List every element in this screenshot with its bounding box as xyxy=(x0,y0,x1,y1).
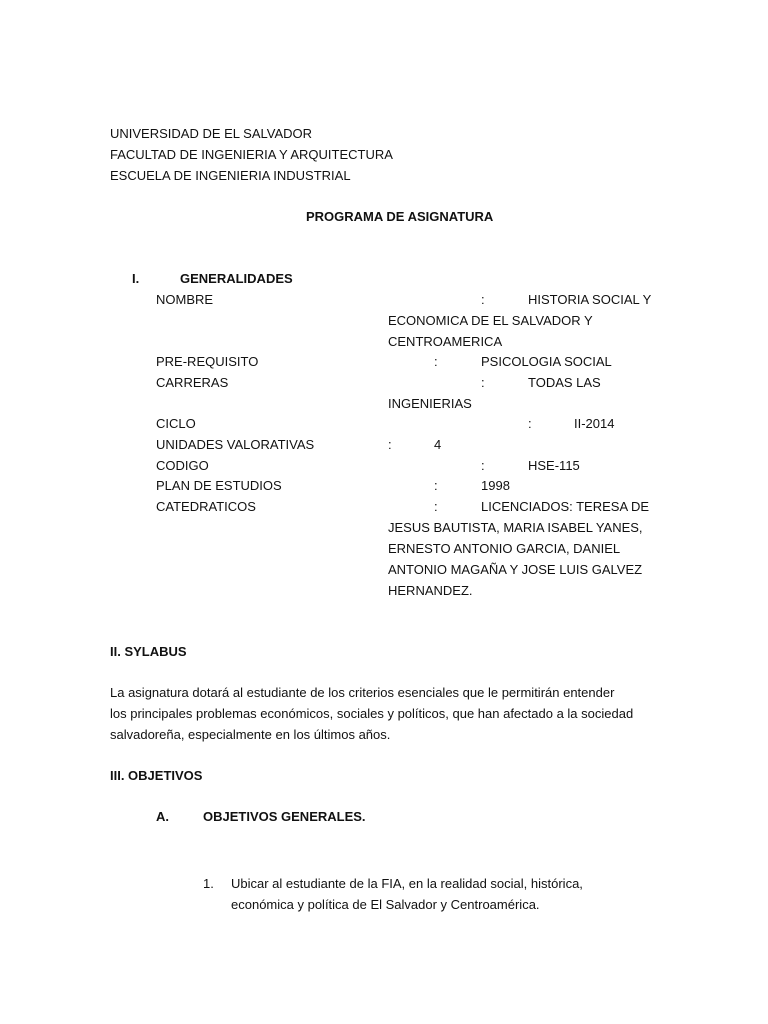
sylabus-line3: salvadoreña, especialmente en los últimos años. xyxy=(110,727,391,742)
prerequisito-label: PRE-REQUISITO xyxy=(156,354,259,369)
school-name: ESCUELA DE INGENIERIA INDUSTRIAL xyxy=(110,168,351,183)
nombre-value-line3: CENTROAMERICA xyxy=(388,334,503,349)
document-title: PROGRAMA DE ASIGNATURA xyxy=(306,209,494,224)
carreras-colon: : xyxy=(481,375,485,390)
objetivo-1-number: 1. xyxy=(203,876,214,891)
nombre-value-line2: ECONOMICA DE EL SALVADOR Y xyxy=(388,313,593,328)
nombre-value-line1: HISTORIA SOCIAL Y xyxy=(528,292,652,307)
plan-label: PLAN DE ESTUDIOS xyxy=(156,478,282,493)
sylabus-line1: La asignatura dotará al estudiante de los criterios esenciales que le permitirán entender xyxy=(110,685,615,700)
plan-value: 1998 xyxy=(481,478,510,493)
objetivo-1-line1: Ubicar al estudiante de la FIA, en la realidad social, histórica, xyxy=(231,876,583,891)
ciclo-label: CICLO xyxy=(156,416,196,431)
catedraticos-value-line3: ERNESTO ANTONIO GARCIA, DANIEL xyxy=(388,541,621,556)
catedraticos-colon: : xyxy=(434,499,438,514)
ciclo-colon: : xyxy=(528,416,532,431)
catedraticos-label: CATEDRATICOS xyxy=(156,499,256,514)
ciclo-value: II-2014 xyxy=(574,416,615,431)
section-iii-heading: III. OBJETIVOS xyxy=(110,768,203,783)
section-i-heading: GENERALIDADES xyxy=(180,271,293,286)
nombre-label: NOMBRE xyxy=(156,292,214,307)
nombre-colon: : xyxy=(481,292,485,307)
prerequisito-value: PSICOLOGIA SOCIAL xyxy=(481,354,612,369)
unidades-colon: : xyxy=(388,437,392,452)
section-ii-heading: II. SYLABUS xyxy=(110,644,187,659)
sylabus-line2: los principales problemas económicos, sociales y políticos, que han afectado a la sociedad xyxy=(110,706,634,721)
university-name: UNIVERSIDAD DE EL SALVADOR xyxy=(110,126,313,141)
carreras-value-line1: TODAS LAS xyxy=(528,375,601,390)
prerequisito-colon: : xyxy=(434,354,438,369)
catedraticos-value-line5: HERNANDEZ. xyxy=(388,583,473,598)
objetivo-1-line2: económica y política de El Salvador y Centroamérica. xyxy=(231,897,540,912)
codigo-value: HSE-115 xyxy=(528,458,580,473)
catedraticos-value-line4: ANTONIO MAGAÑA Y JOSE LUIS GALVEZ xyxy=(388,562,643,577)
objetivos-generales-letter: A. xyxy=(156,809,169,824)
objetivos-generales-heading: OBJETIVOS GENERALES. xyxy=(203,809,366,824)
faculty-name: FACULTAD DE INGENIERIA Y ARQUITECTURA xyxy=(110,147,393,162)
catedraticos-value-line1: LICENCIADOS: TERESA DE xyxy=(481,499,650,514)
catedraticos-value-line2: JESUS BAUTISTA, MARIA ISABEL YANES, xyxy=(388,520,643,535)
plan-colon: : xyxy=(434,478,438,493)
section-i-numeral: I. xyxy=(132,271,140,286)
codigo-label: CODIGO xyxy=(156,458,209,473)
carreras-value-line2: INGENIERIAS xyxy=(388,396,472,411)
codigo-colon: : xyxy=(481,458,485,473)
carreras-label: CARRERAS xyxy=(156,375,229,390)
unidades-value: 4 xyxy=(434,437,442,452)
unidades-label: UNIDADES VALORATIVAS xyxy=(156,437,315,452)
